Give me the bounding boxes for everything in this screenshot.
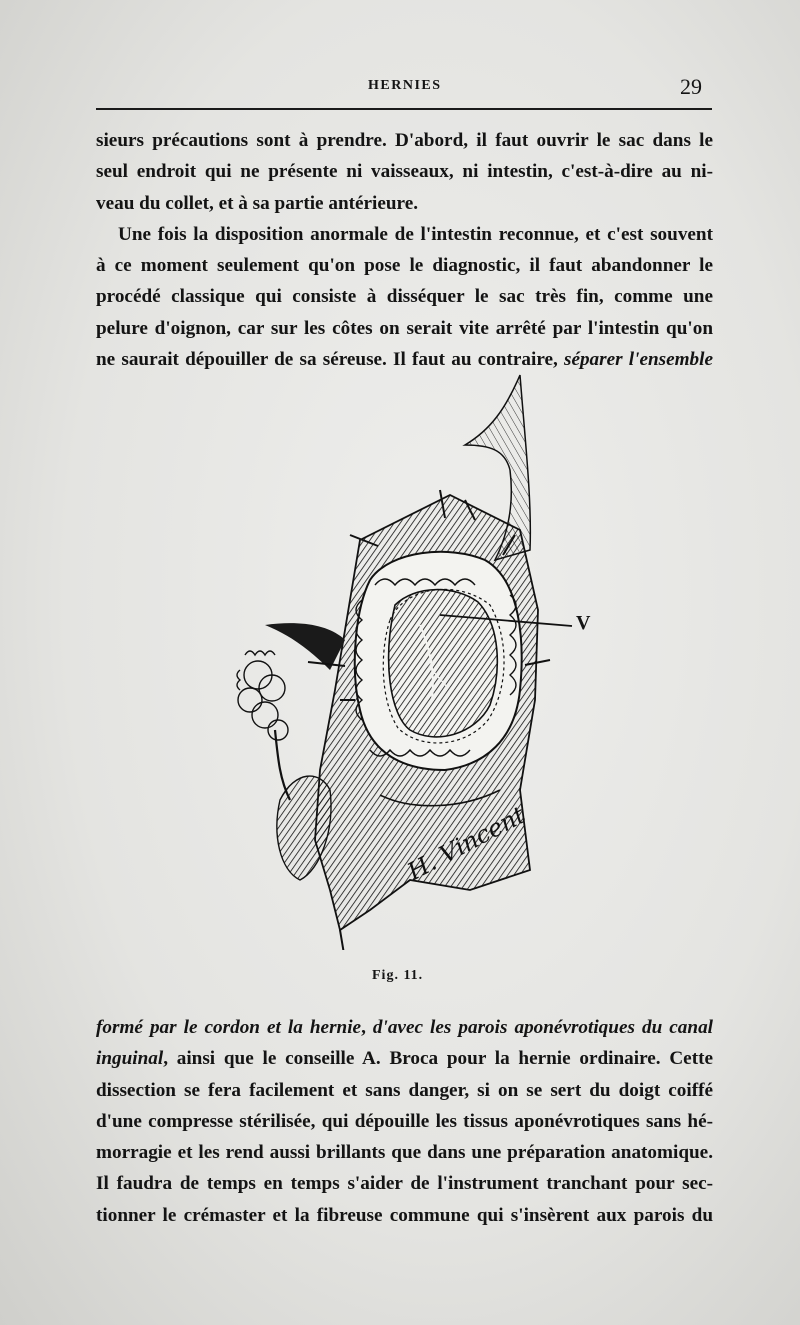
- italic-run: d'avec les parois aponévrotiques du canal: [372, 1017, 713, 1038]
- header-rule: [96, 108, 712, 110]
- text-block-bottom: [96, 1012, 713, 1231]
- text-line: sieurs précautions sont à prendre. D'abord, il faut ouvrir le sac dans le: [96, 130, 713, 151]
- text-line: seul endroit qui ne présente ni vaisseaux, ni intestin, c'est-à-dire au ni-: [96, 161, 713, 183]
- figure-label-v: V: [576, 612, 591, 634]
- artist-signature: H. Vincent: [402, 800, 530, 886]
- page-number: 29: [680, 74, 702, 99]
- text-line: [96, 1012, 713, 1043]
- text-line: tionner le crémaster et la fibreuse commune qui s'insèrent aux parois du: [96, 1204, 713, 1226]
- figure-caption: Fig. 11.: [372, 968, 424, 983]
- text-line: [96, 1043, 713, 1074]
- text-run: ,: [361, 1017, 373, 1038]
- text-run: ne saurait dépouiller de sa séreuse. Il faut au contraire,: [96, 349, 564, 371]
- text-line: morragie et les rend aussi brillants que dans une préparation anatomique.: [96, 1142, 713, 1164]
- text-line: Une fois la disposition anormale de l'intestin reconnue, et c'est souvent: [118, 223, 713, 245]
- running-head: [0, 74, 800, 102]
- text-line: Il faudra de temps en temps s'aider de l'instrument tranchant pour sec-: [96, 1173, 713, 1195]
- text-line: dissection se fera facilement et sans danger, si on se sert du doigt coiffé: [96, 1079, 713, 1101]
- text-line: d'une compresse stérilisée, qui dépouille les tissus aponévrotiques sans hé-: [96, 1110, 713, 1132]
- text-run: , ainsi que le conseille A. Broca pour la hernie ordinaire. Cette: [163, 1048, 713, 1070]
- text-line: pelure d'oignon, car sur les côtes on serait vite arrêté par l'intestin qu'on: [96, 317, 713, 339]
- text-line: veau du collet, et à sa partie antérieure.: [96, 192, 419, 214]
- text-line: procédé classique qui consiste à disséquer le sac très fin, comme une: [96, 286, 713, 308]
- text-line: à ce moment seulement qu'on pose le diagnostic, il faut abandonner le: [96, 255, 713, 277]
- running-title: HERNIES: [368, 78, 442, 93]
- text-block-top: [96, 125, 713, 375]
- italic-run: séparer l'ensemble: [563, 349, 713, 371]
- italic-run: formé par le cordon et la hernie: [96, 1017, 362, 1038]
- italic-run: inguinal: [96, 1048, 164, 1070]
